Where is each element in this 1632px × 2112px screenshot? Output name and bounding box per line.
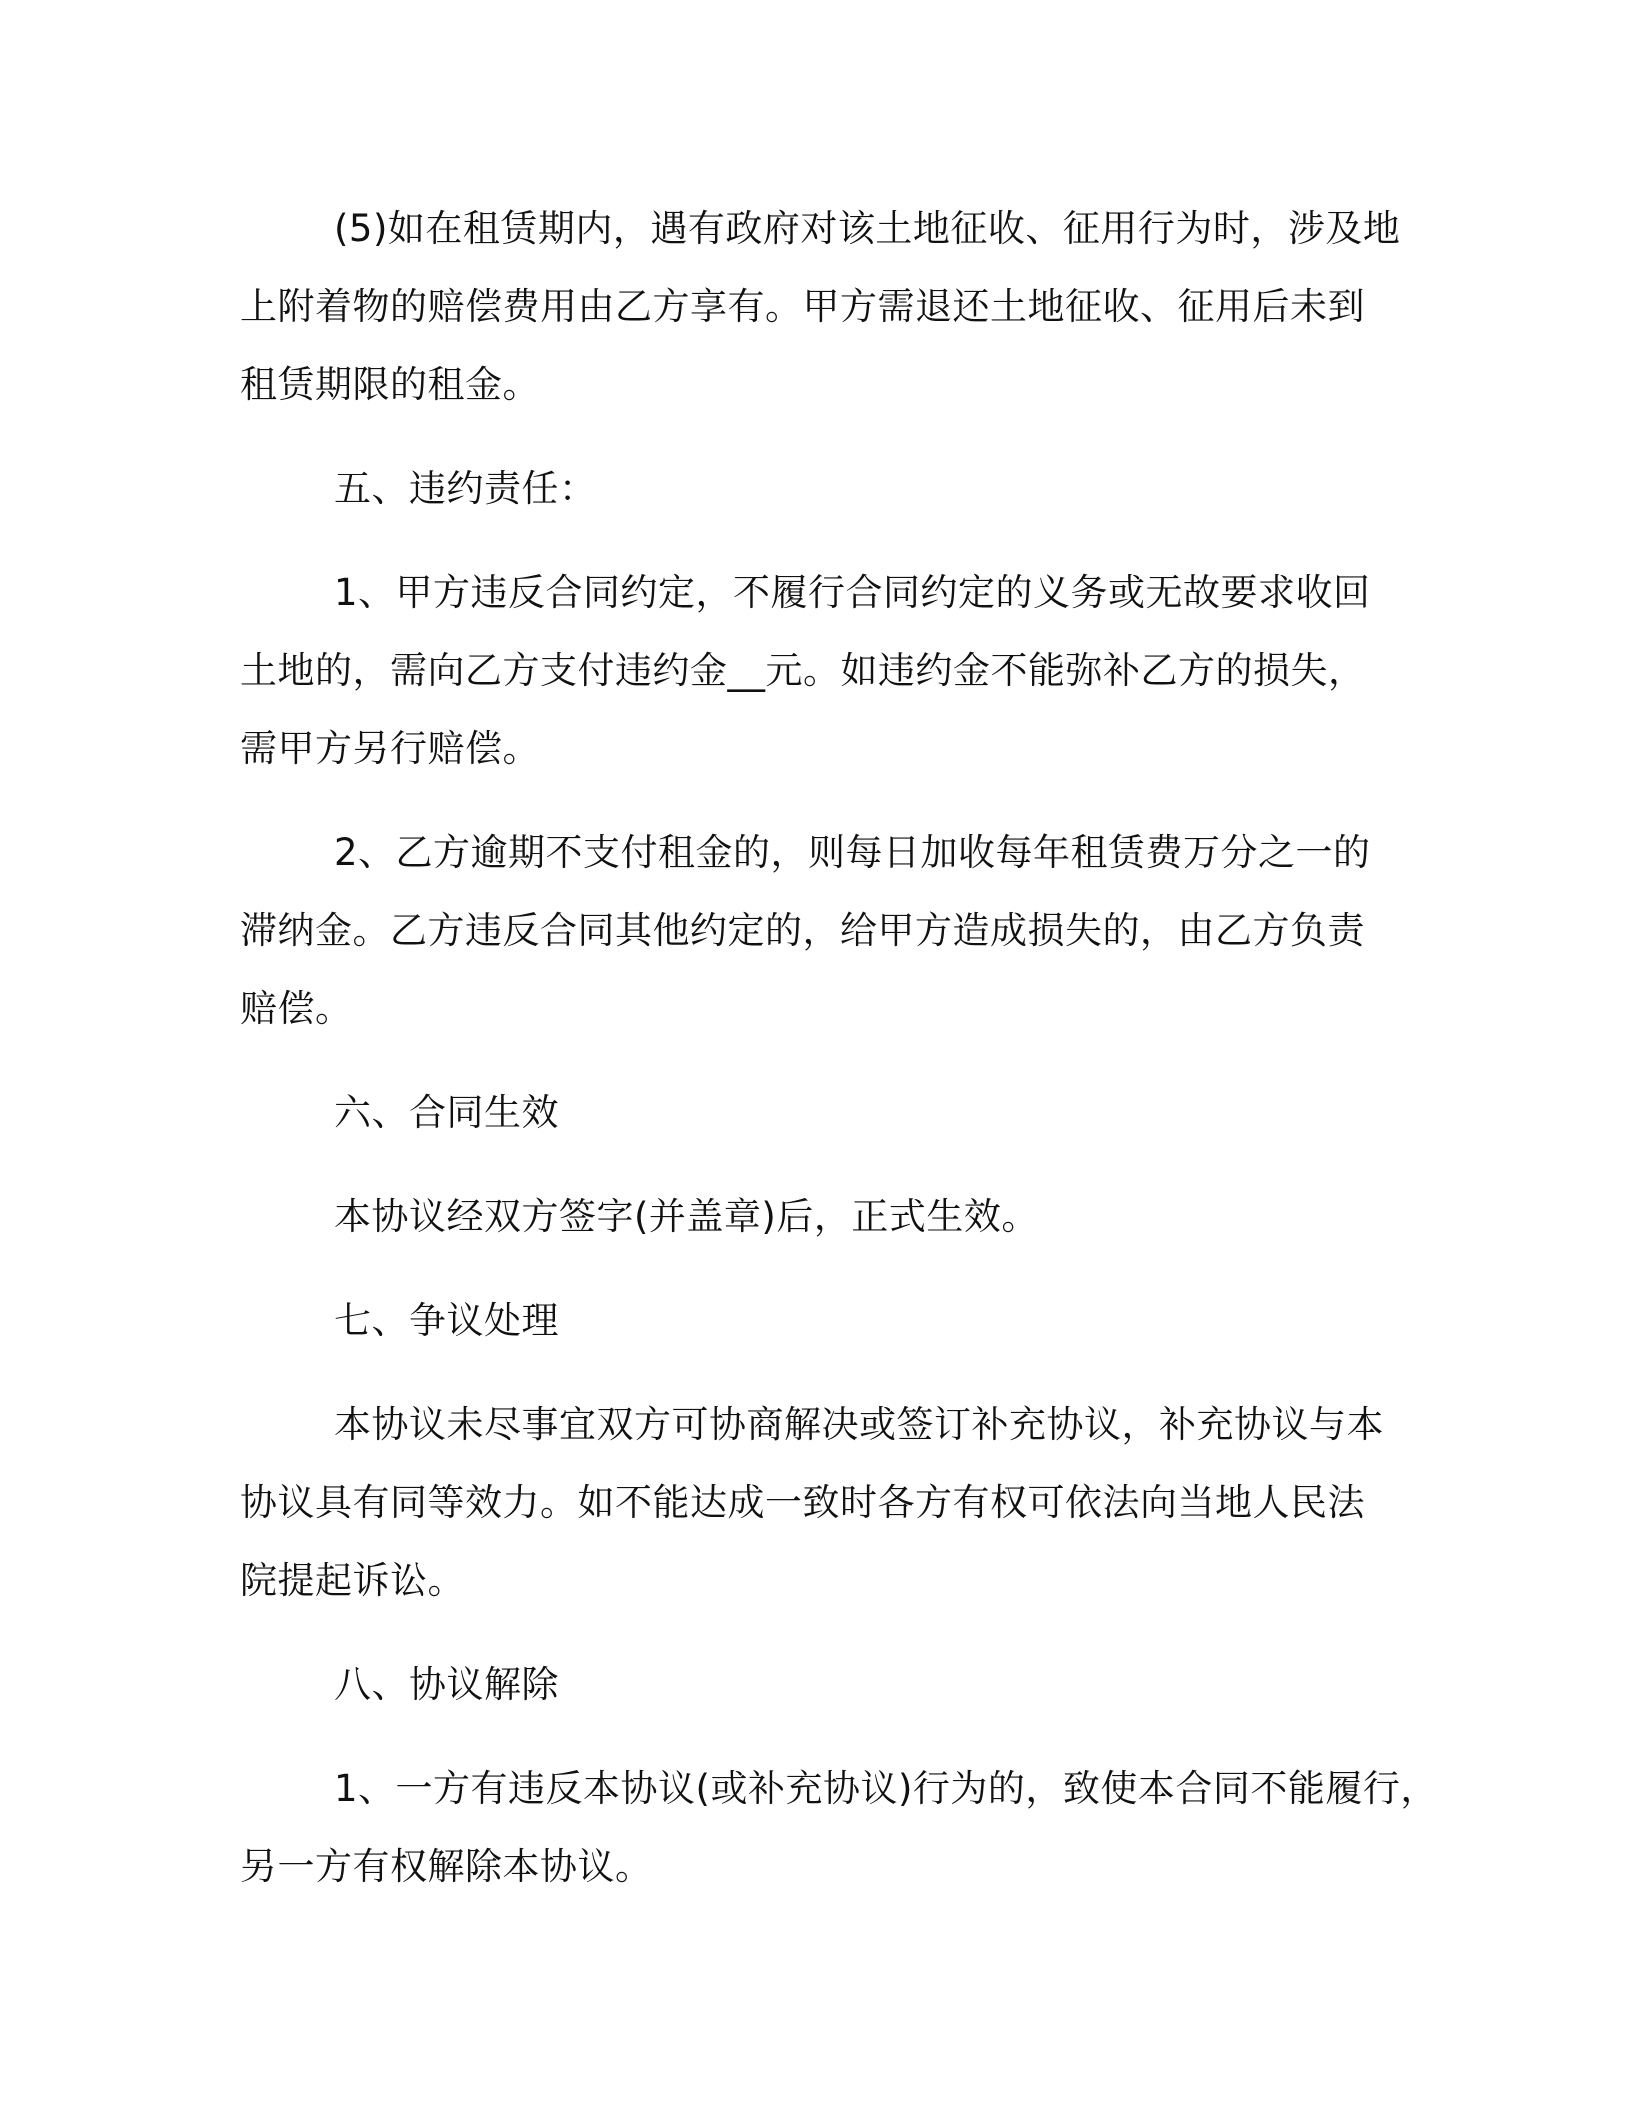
text-line: 2、乙方逾期不支付租金的，则每日加收每年租赁费万分之一的 [334, 831, 1371, 874]
text-line: (5)如在租赁期内，遇有政府对该土地征收、征用行为时，涉及地 [334, 207, 1401, 250]
paragraph-termination-right [240, 1750, 1438, 1906]
text-line: 需甲方另行赔偿。 [240, 727, 540, 770]
section-heading-contract-effect [240, 1074, 1410, 1152]
paragraph-land-expropriation [240, 190, 1410, 424]
text-line: 本协议未尽事宜双方可协商解决或签订补充协议，补充协议与本 [334, 1403, 1384, 1446]
section-heading-dispute-resolution [240, 1282, 1410, 1360]
paragraph-dispute-resolution [240, 1386, 1410, 1620]
text-line: 赔偿。 [240, 987, 353, 1030]
text-line: 土地的，需向乙方支付违约金__元。如违约金不能弥补乙方的损失， [240, 649, 1366, 692]
document-body [240, 190, 1438, 1932]
paragraph-effective-upon-signing [240, 1178, 1410, 1256]
section-heading-breach-liability [240, 450, 1410, 528]
heading-text: 六、合同生效 [334, 1091, 559, 1134]
text-line: 本协议经双方签字(并盖章)后，正式生效。 [334, 1195, 1039, 1238]
heading-text: 八、协议解除 [334, 1663, 559, 1706]
heading-text: 七、争议处理 [334, 1299, 559, 1342]
heading-text: 五、违约责任： [334, 467, 597, 510]
paragraph-party-b-late-payment [240, 814, 1410, 1048]
text-line: 租赁期限的租金。 [240, 363, 540, 406]
text-line: 协议具有同等效力。如不能达成一致时各方有权可依法向当地人民法 [240, 1481, 1365, 1524]
section-heading-termination [240, 1646, 1410, 1724]
text-line: 上附着物的赔偿费用由乙方享有。甲方需退还土地征收、征用后未到 [240, 285, 1365, 328]
text-line: 1、一方有违反本协议(或补充协议)行为的，致使本合同不能履行， [334, 1767, 1438, 1810]
text-line: 另一方有权解除本协议。 [240, 1845, 653, 1888]
text-line: 1、甲方违反合同约定，不履行合同约定的义务或无故要求收回 [334, 571, 1371, 614]
text-line: 滞纳金。乙方违反合同其他约定的，给甲方造成损失的，由乙方负责 [240, 909, 1365, 952]
text-line: 院提起诉讼。 [240, 1559, 465, 1602]
paragraph-party-a-breach [240, 554, 1410, 788]
